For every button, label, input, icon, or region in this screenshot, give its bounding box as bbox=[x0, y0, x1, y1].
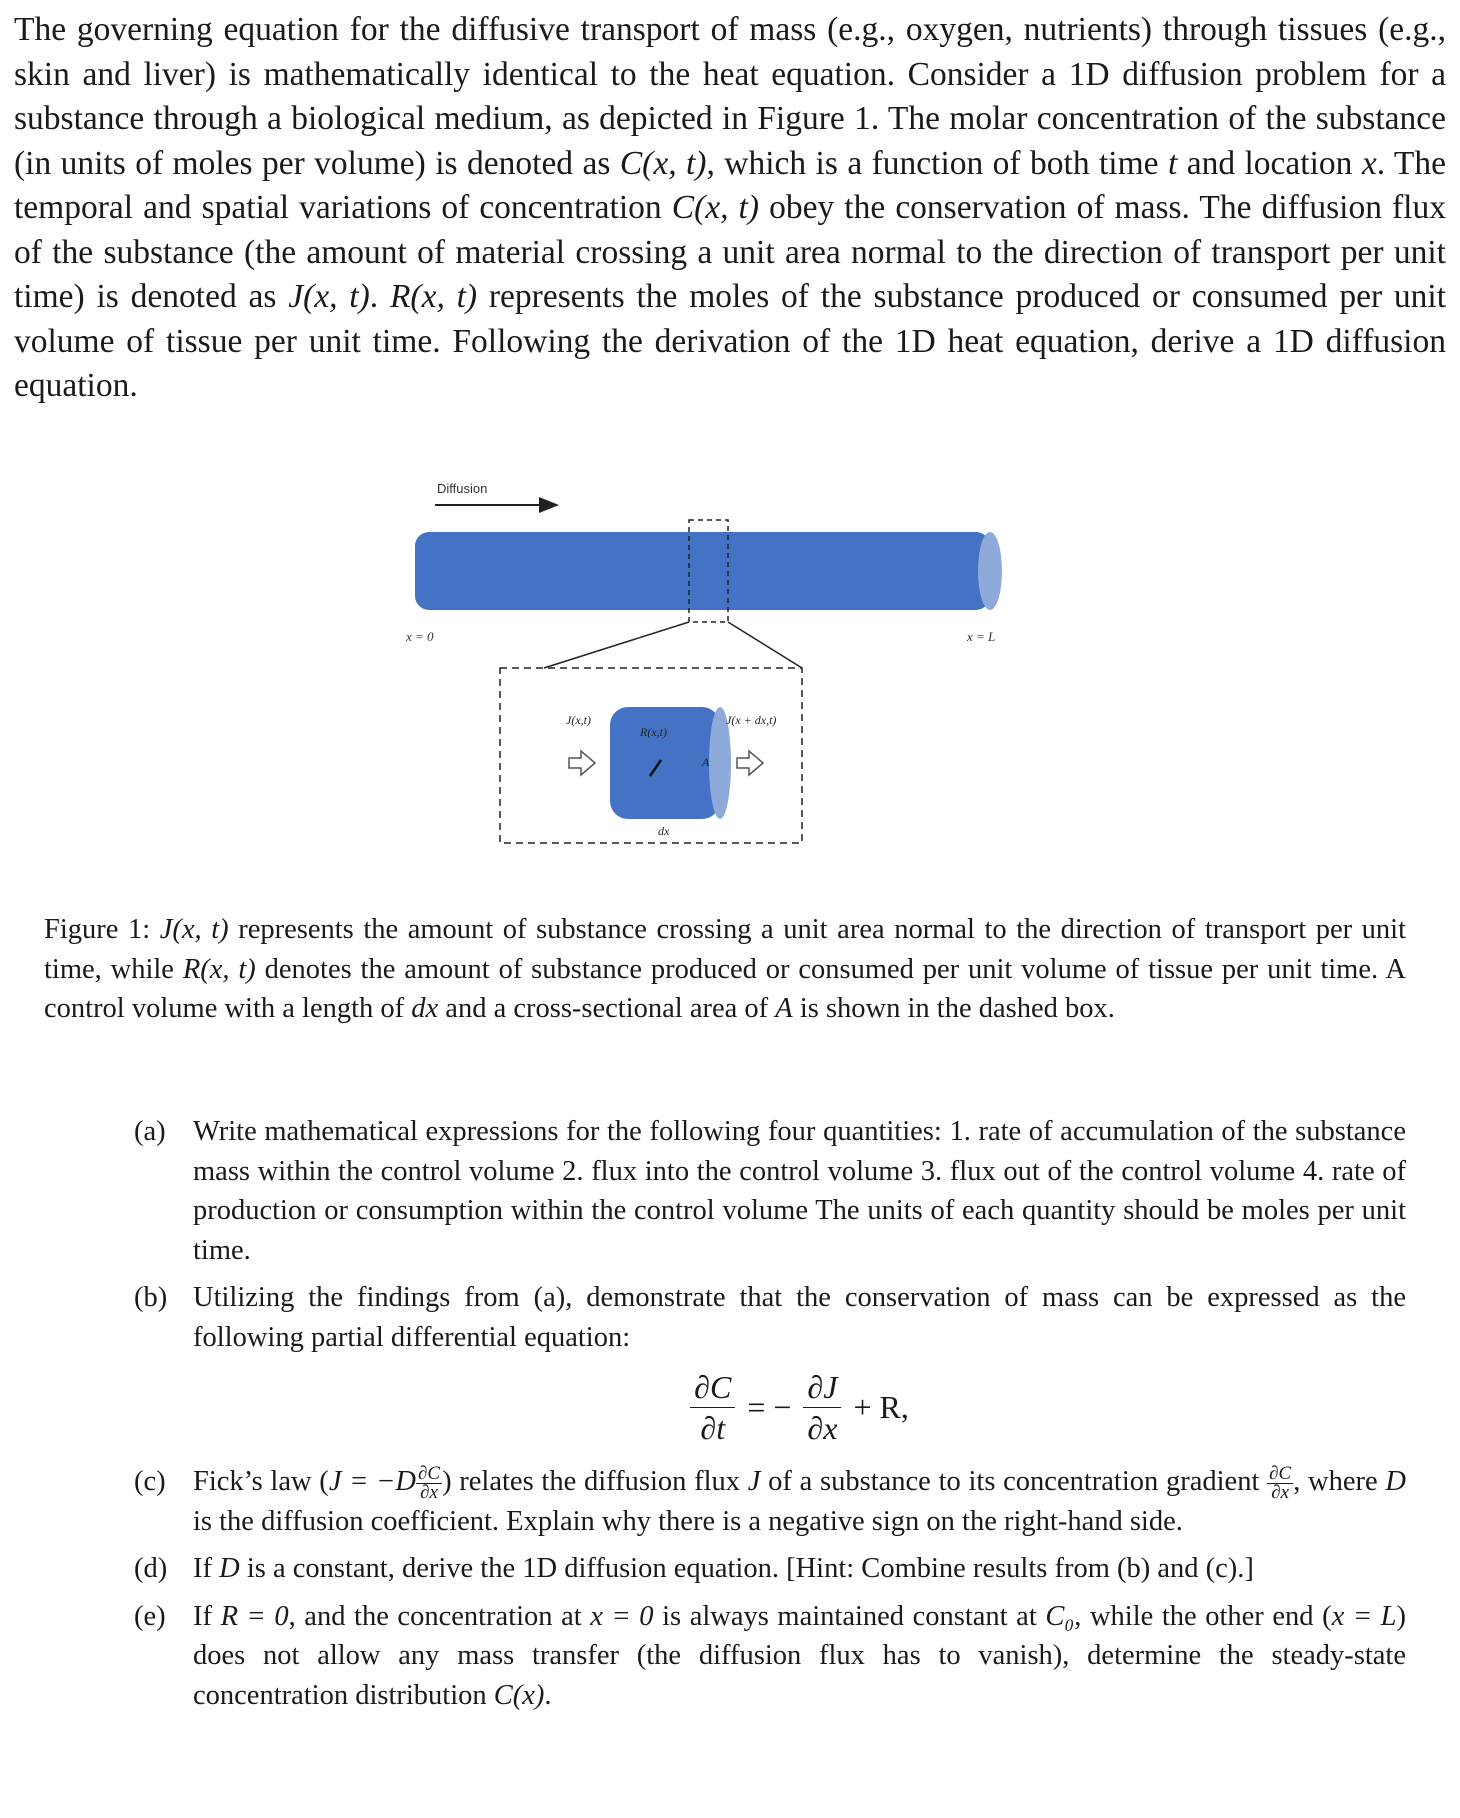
part-b-label: (b) bbox=[134, 1282, 168, 1313]
part-a bbox=[134, 1112, 1406, 1270]
part-b-text: Utilizing the findings from (a), demonstrate that the conservation of mass can be expressed as the following partial differential equation: bbox=[193, 1282, 1406, 1353]
tube-end-cap bbox=[978, 532, 1002, 610]
part-b bbox=[134, 1278, 1406, 1448]
figure-caption: Figure 1: J(x, t) represents the amount of substance crossing a unit area normal to the direction of transport per unit time, while R(x, t) denotes the amount of substance produced or consumed per unit volume of tissue per unit time. A control volume with a length of dx and a cross-sectional area of A is shown in the dashed box. bbox=[44, 914, 1407, 1024]
problem-statement: The governing equation for the diffusive transport of mass (e.g., oxygen, nutrients) through tissues (e.g., skin and liver) is mathematically identical to the heat equation. Consider a 1D diffusion problem for a substance through a biological medium, as depicted in Figure 1. The molar concentration of the substance (in units of moles per volume) is denoted as C(x, t), which is a function of both time t and location x. The temporal and spatial variations of concentration C(x, t) obey the conservation of mass. The diffusion flux of the substance (the amount of material crossing a unit area normal to the direction of transport per unit time) is denoted as J(x, t). R(x, t) represents the moles of the substance produced or consumed per unit volume of tissue per unit time. Following the derivation of the 1D heat equation, derive a 1D diffusion equation. bbox=[14, 11, 1447, 404]
tissue-tube bbox=[415, 532, 990, 610]
figure-1-diagram bbox=[380, 470, 1040, 870]
question-parts bbox=[134, 1112, 1406, 1723]
reaction-label: R(x,t) bbox=[640, 725, 667, 739]
part-d-label: (d) bbox=[134, 1553, 168, 1585]
flux-out-label: J(x + dx,t) bbox=[726, 713, 777, 727]
part-a-label: (a) bbox=[134, 1116, 166, 1147]
equals-minus: = − bbox=[747, 1388, 792, 1425]
part-e-label: (e) bbox=[134, 1600, 166, 1632]
part-c: (c) Fick’s law (J = −D $\frac{\partial C}{\partial x}$ ) relates the diffusion flux J of a substance to its concentration gradient $\frac{\partial C}{\partial x}$ , where D is the diffusion coefficient. Explain why there is a negative sign on the right-hand side. bbox=[134, 1462, 1407, 1537]
part-c-label: (c) bbox=[134, 1466, 166, 1497]
part-a-text: Write mathematical expressions for the following four quantities: 1. rate of accumulation of the substance mass within the control volume 2. flux into the control volume 3. flux out of the control volume 4. rate of production or consumption within the control volume The units of each quantity should be moles per unit time. bbox=[193, 1116, 1406, 1266]
length-label: dx bbox=[658, 824, 670, 838]
plus-R: + R, bbox=[853, 1388, 909, 1425]
flux-in-label: J(x,t) bbox=[566, 713, 591, 727]
zoom-line-left bbox=[544, 622, 689, 668]
part-d: (d) If D is a constant, derive the 1D diffusion equation. [Hint: Combine results from (b) and (c).] bbox=[134, 1549, 1406, 1589]
ficks-law: J = −D bbox=[328, 1466, 416, 1497]
x-zero-label: x = 0 bbox=[406, 629, 434, 644]
gradient-fraction: $\frac{\partial C}{\partial x}$ bbox=[1269, 1462, 1292, 1503]
flux-out-arrow-icon bbox=[737, 751, 763, 775]
conservation-equation bbox=[193, 1367, 1406, 1448]
flux-in-arrow-icon bbox=[569, 751, 595, 775]
x-L-label: x = L bbox=[967, 629, 996, 644]
dC-dt-fraction: $\frac{\partial C}{\partial t}$ bbox=[690, 1367, 735, 1448]
area-label: A bbox=[702, 755, 710, 769]
zoom-line-right bbox=[728, 622, 802, 668]
dJ-dx-fraction: $\frac{\partial J}{\partial x}$ bbox=[803, 1367, 841, 1448]
diffusion-label: Diffusion bbox=[437, 481, 488, 496]
gradient-fraction-inline: $\frac{\partial C}{\partial x}$ bbox=[418, 1462, 441, 1503]
part-e: (e) If R = 0, and the concentration at x = 0 is always maintained constant at C₀, while the other end (x = L) does not allow any mass transfer (the diffusion flux has to vanish), determine the steady-state concentration distribution C(x). bbox=[134, 1597, 1406, 1716]
